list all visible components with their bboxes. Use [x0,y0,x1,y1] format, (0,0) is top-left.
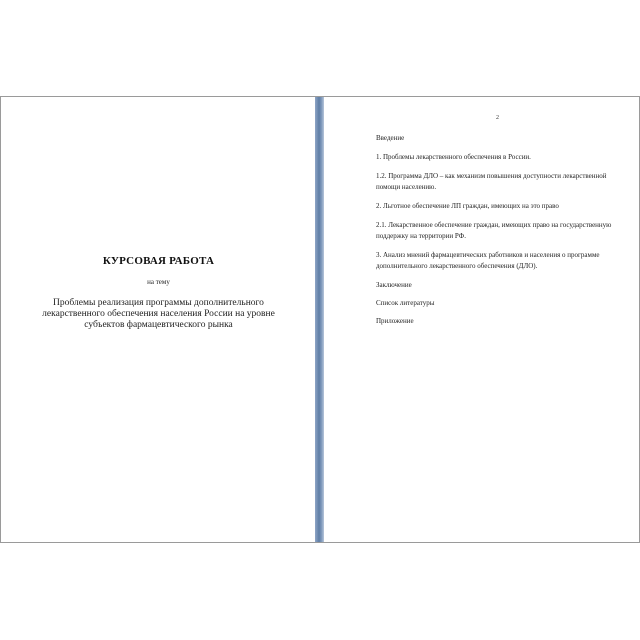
toc-item: 2. Льготное обеспечение ЛП граждан, имеющих на это право [376,202,559,210]
title-page [0,97,315,542]
toc-item: Список литературы [376,299,435,307]
title-block [1,255,316,331]
toc-item: 3. Анализ мнений фармацевтических работников и населения о программе дополнительного лекарственного обеспечения (ДЛО). [376,251,600,270]
contents-page [324,97,640,542]
page-spread [0,96,640,543]
toc-item: 1. Проблемы лекарственного обеспечения в России. [376,153,531,161]
page-gutter [315,97,324,542]
document-title: КУРСОВАЯ РАБОТА [102,255,215,267]
toc-item: Приложение [376,317,414,325]
page-number: 2 [496,115,499,121]
toc-item: Введение [376,134,405,142]
document-topic: Проблемы реализация программы дополнительного лекарственного обеспечения населения России на уровне субъектов фармацевтического рынка [42,298,275,330]
toc-item: 1.2. Программа ДЛО – как механизм повышения доступности лекарственной помощи населению. [376,172,607,191]
toc-item: 2.1. Лекарственное обеспечение граждан, имеющих право на государственную поддержку на территории РФ. [376,221,612,240]
toc-item: Заключение [376,281,412,289]
table-of-contents [376,133,621,335]
document-subtitle: на тему [147,278,170,286]
